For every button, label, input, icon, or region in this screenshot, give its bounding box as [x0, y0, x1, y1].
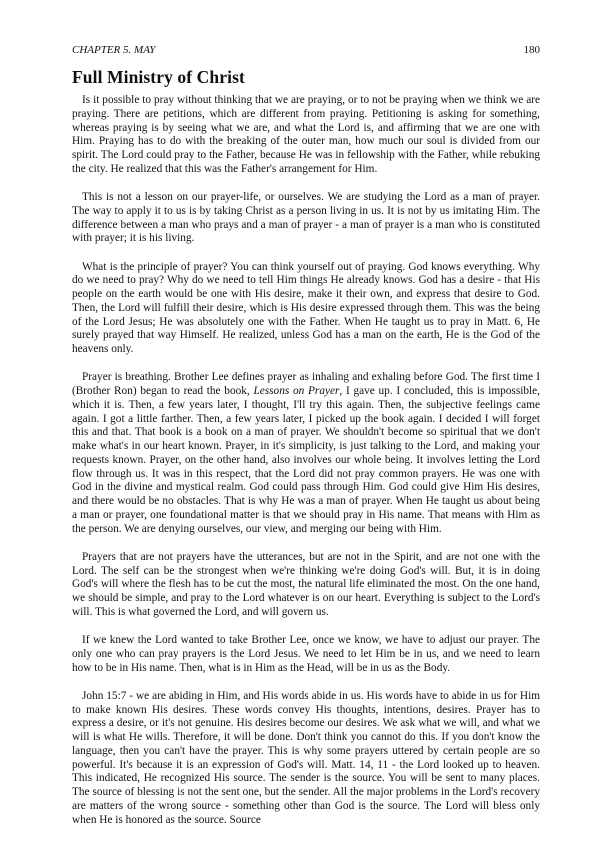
text-run: , I gave up. I concluded, this is impossible, which it is. Then, a few years later, I thought, I'll try this again. Then, the subjective feelings came again. I got a little farther. Then, a few years later, I picked up the book again. I decided I will forget this and that. That book is a book on a man of prayer. We shouldn't become so spiritual that we don't make what's in our heart known. Prayer, in it's simplicity, is just talking to the Lord, and making your requests known. Prayer, on the other hand, also involves our whole being. It involves letting the Lord flow through us. It was in this respect, that the Lord did not pray common prayers. He was one with God in the divine and mystical realm. God could pass through Him. God could give Him His desires, and there would be no obstacles. That is why He was a man of prayer. When He taught us about being a man or prayer, one foundational matter is that we should pray in His name. That means with Him as the person. We are denying ourselves, our view, and merging our being with Him.: [72, 385, 540, 535]
paragraph: [72, 371, 540, 536]
paragraph: This is not a lesson on our prayer-life, or ourselves. We are studying the Lord as a man of prayer. The way to apply it to us is by taking Christ as a person living in us. It is not by us imitating Him. The difference between a man who prays and a man of prayer - a man of prayer is a man who is constituted with prayer; it is his living.: [72, 191, 540, 245]
paragraph: What is the principle of prayer? You can think yourself out of praying. God knows everything. Why do we need to pray? Why do we need to tell Him things He already knows. God has a desire - that His people on the earth would be one with His desire, make it their own, and express that desire to God. Then, the Lord will fulfill their desire, which is His desire expressed through them. This was the being of the Lord Jesus; He was absolutely one with the Father. When He taught us to pray in Matt. 6, He surely prayed that way Himself. He realized, unless God has a man on the earth, He is the God of the heavens only.: [72, 260, 540, 355]
paragraph: If we knew the Lord wanted to take Brother Lee, once we know, we have to adjust our prayer. The only one who can pray prayers is the Lord Jesus. We need to let Him be in us, and we need to learn how to be in His name. Then, what is in Him as the Head, will be in us as the Body.: [72, 634, 540, 674]
text-run: Prayer is breathing. Brother Lee defines prayer as inhaling and exhaling before God. The first time I (Brother Ron) began to read the book,: [72, 371, 540, 397]
paragraph: John 15:7 - we are abiding in Him, and His words abide in us. His words have to abide in us for Him to make known His desires. These words convey His thoughts, intentions, desires. Prayer has to express a desire, or it's not genuine. His desires become our desires. We ask what we will, and what we will is what He wills. Therefore, it will be done. Don't think you cannot do this. If you don't know the language, then you can't have the prayer. This is why some prayers uttered by certain people are so powerful. It's because it is an expression of God's will. Matt. 14, 11 - the Lord looked up to heaven. This indicated, He recognized His source. The sender is the source. You will be sent to many places. The source of blessing is not the sent one, but the sender. All the major problems in the Lord's recovery are matters of the wrong source - something other than God is the source. The Lord will bless only when He is honored as the source. Source: [72, 689, 540, 826]
page-number: 180: [523, 44, 540, 56]
book-title: Lessons on Prayer: [253, 385, 340, 397]
body-text: [72, 94, 540, 842]
paragraph: Is it possible to pray without thinking that we are praying, or to not be praying when we think we are praying. There are petitions, which are different from praying. Petitioning is asking for something, whereas praying is by seeing what we are, and what the Lord is, and affirming that we are one with Him. Praying has to do with the breaking of the outer man, how much our soul is divided from our spirit. The Lord could pray to the Father, because He was in fellowship with the Father, while rebuking the city. He realized that this was the Father's arrangement for Him.: [72, 94, 540, 175]
chapter-label: CHAPTER 5. MAY: [72, 44, 156, 56]
running-header: [72, 44, 540, 56]
section-title: Full Ministry of Christ: [72, 67, 245, 87]
paragraph: Prayers that are not prayers have the utterances, but are not in the Spirit, and are not one with the Lord. The self can be the strongest when we're thinking we're doing God's will. But, it is in doing God's will where the flesh has to be cut the most, the natural life eliminated the most. On the one hand, we should be simple, and pray to the Lord whatever is on our heart. Everything is subject to the Lord's will. This is what governed the Lord, and will govern us.: [72, 550, 540, 618]
